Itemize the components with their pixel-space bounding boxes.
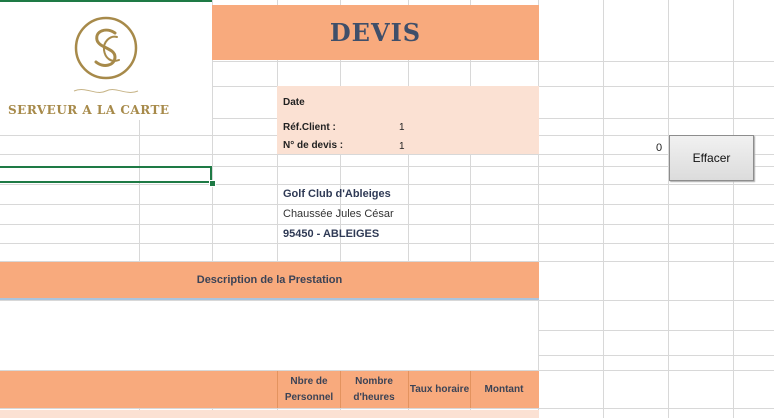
- brand-name: SERVEUR A LA CARTE: [8, 103, 170, 117]
- col-header-heures-line1: Nombre: [355, 376, 393, 387]
- ref-client-label: Réf.Client :: [283, 122, 336, 133]
- col-header-personnel-line1: Nbre de: [290, 376, 328, 387]
- client-name: Golf Club d'Ableiges: [283, 188, 391, 200]
- description-header-underline: [0, 298, 539, 300]
- client-street: Chaussée Jules César: [283, 208, 394, 220]
- description-header: Description de la Prestation: [196, 274, 343, 286]
- effacer-button[interactable]: Effacer: [669, 135, 754, 181]
- devis-number-label: N° de devis :: [283, 140, 344, 151]
- sc-monogram-icon: [73, 15, 139, 81]
- table-first-row: [0, 410, 539, 418]
- devis-number-value[interactable]: 1: [399, 141, 405, 152]
- col-header-heures: [340, 374, 408, 406]
- col-header-heures-line2: d'heures: [353, 392, 395, 403]
- col-header-montant: Montant: [484, 384, 524, 395]
- col-header-taux: Taux horaire: [409, 384, 470, 395]
- fill-handle[interactable]: [209, 180, 216, 187]
- page-title: DEVIS: [212, 5, 539, 60]
- ornament-icon: [72, 86, 140, 96]
- side-value: 0: [656, 142, 663, 154]
- logo-top-border: [0, 0, 212, 2]
- selected-cell[interactable]: [0, 166, 212, 183]
- col-header-personnel: [277, 374, 341, 406]
- col-header-personnel-line2: Personnel: [284, 392, 334, 403]
- ref-client-value[interactable]: 1: [399, 122, 405, 133]
- client-city: 95450 - ABLEIGES: [283, 228, 380, 240]
- description-body: [0, 301, 538, 370]
- date-label: Date: [283, 97, 305, 108]
